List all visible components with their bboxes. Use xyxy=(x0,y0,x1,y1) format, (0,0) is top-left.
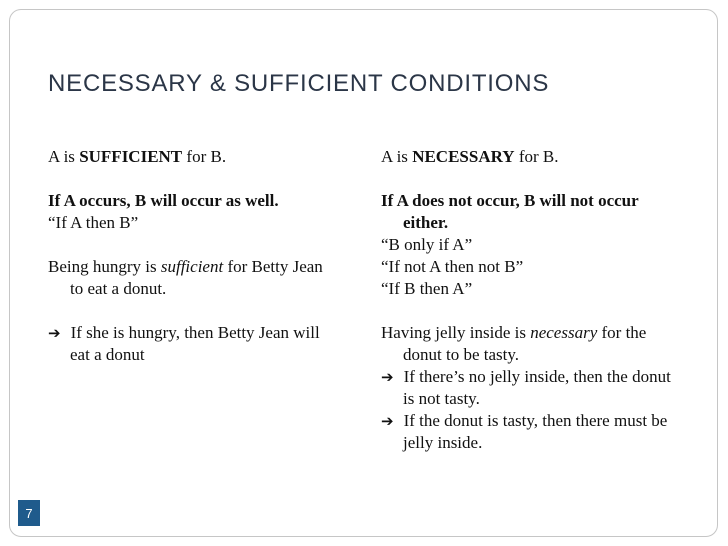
definition-suffix: for B. xyxy=(514,147,559,166)
sufficient-definition xyxy=(48,146,338,168)
conclusion-text: If she is hungry, then Betty Jean will eat a donut xyxy=(70,323,320,364)
arrow-right-icon: ➔ xyxy=(381,412,394,430)
necessary-form-only-if: “B only if A” xyxy=(381,235,473,254)
left-column xyxy=(48,146,338,366)
sufficient-italic: sufficient xyxy=(160,257,224,276)
sufficient-form: “If A then B” xyxy=(48,213,139,232)
page-number-badge: 7 xyxy=(18,500,40,526)
example-prefix: Being hungry is xyxy=(48,257,161,276)
sufficient-conclusion xyxy=(48,322,338,366)
conclusion-text: If the donut is tasty, then there must be jelly inside. xyxy=(403,411,668,452)
example-suffix: for Betty Jean to eat a donut. xyxy=(70,257,323,298)
necessary-form-converse: “If B then A” xyxy=(381,279,473,298)
arrow-right-icon: ➔ xyxy=(381,368,394,386)
sufficient-rule: If A occurs, B will occur as well. xyxy=(48,191,279,210)
right-column xyxy=(381,146,681,454)
necessary-form-contrapositive: “If not A then not B” xyxy=(381,257,524,276)
definition-prefix: A is xyxy=(48,147,80,166)
slide-title: NECESSARY & SUFFICIENT CONDITIONS xyxy=(48,70,550,97)
arrow-right-icon: ➔ xyxy=(48,324,61,342)
example-suffix: for the donut to be tasty. xyxy=(403,323,647,364)
necessary-italic: necessary xyxy=(530,323,598,342)
definition-suffix: for B. xyxy=(182,147,227,166)
necessary-example xyxy=(381,322,681,366)
necessary-rule: If A does not occur, B will not occur either. xyxy=(381,191,639,232)
necessary-definition xyxy=(381,146,681,168)
sufficient-example xyxy=(48,256,338,300)
sufficient-keyword: SUFFICIENT xyxy=(79,147,183,166)
conclusion-text: If there’s no jelly inside, then the donut is not tasty. xyxy=(403,367,671,408)
necessary-conclusion-2 xyxy=(381,410,681,454)
necessary-conclusion-1 xyxy=(381,366,681,410)
definition-prefix: A is xyxy=(381,147,413,166)
necessary-keyword: NECESSARY xyxy=(412,147,515,166)
example-prefix: Having jelly inside is xyxy=(381,323,531,342)
